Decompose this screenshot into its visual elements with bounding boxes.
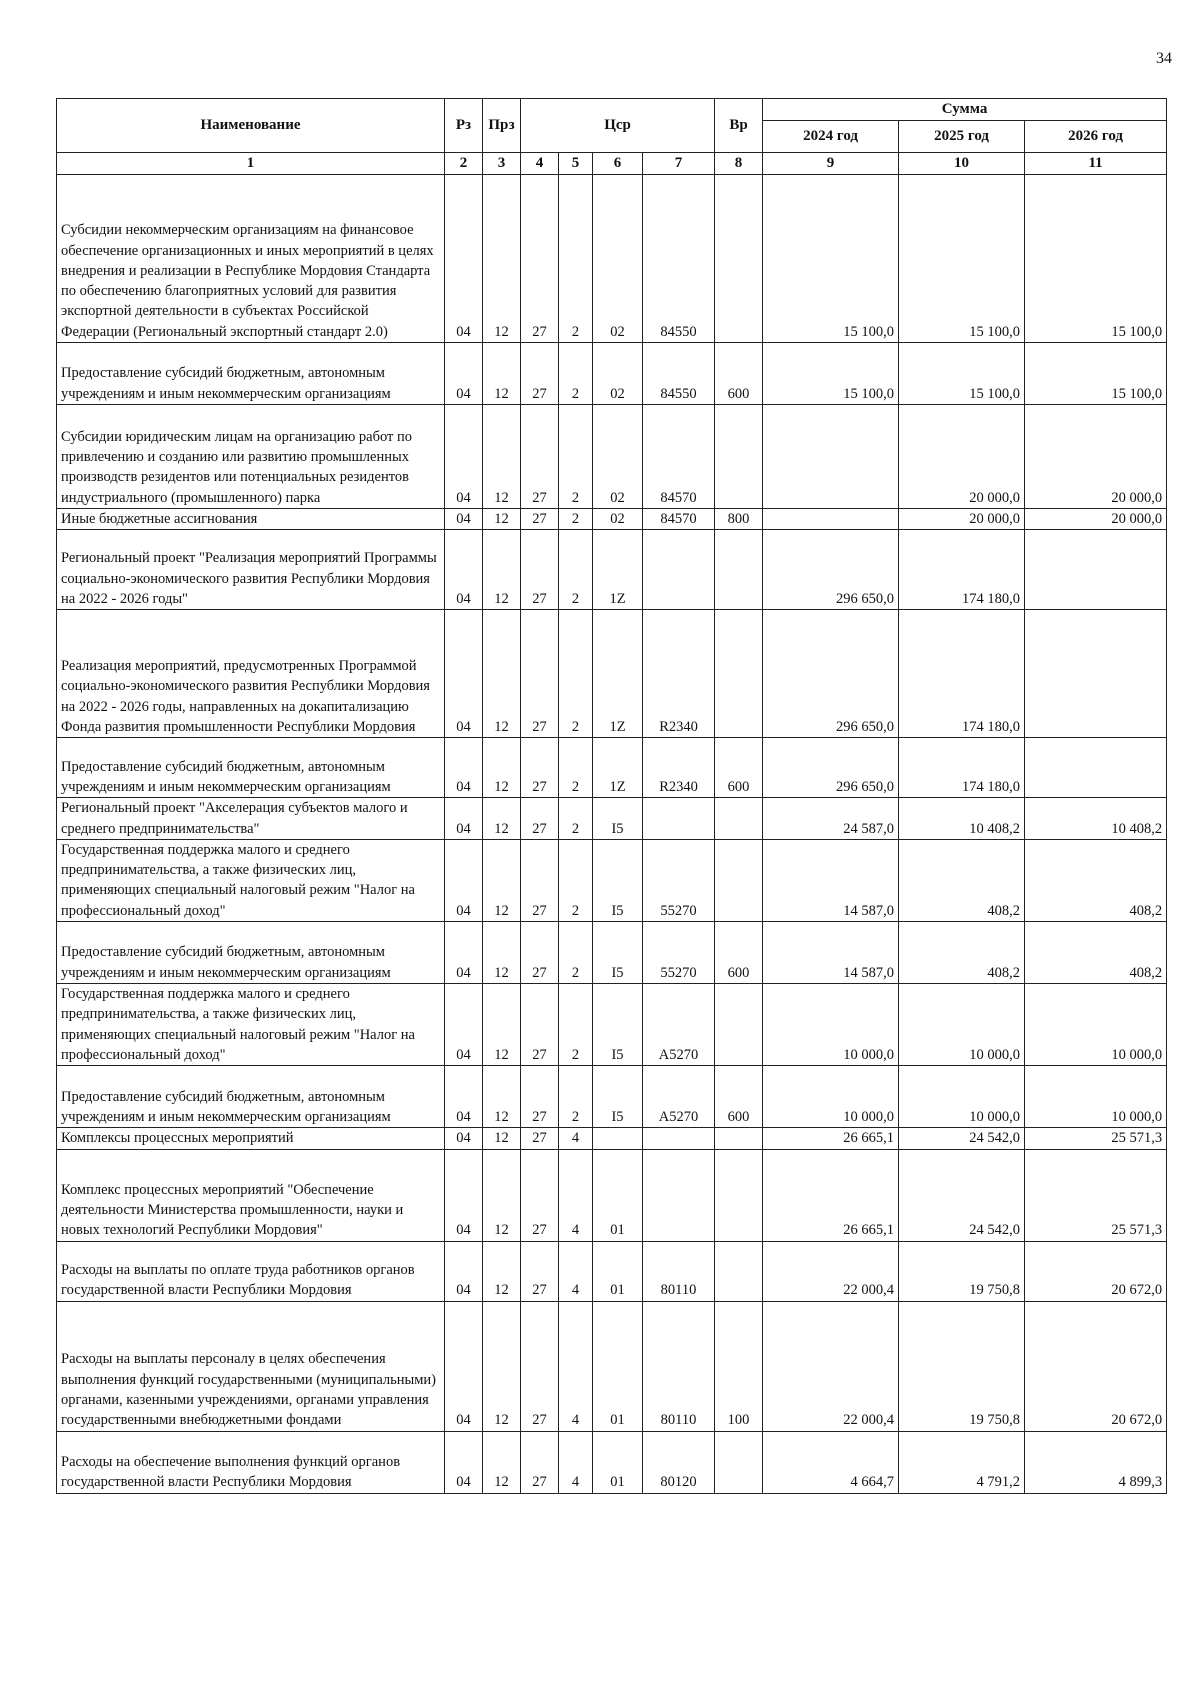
row-csr-1: 27 (521, 1301, 559, 1431)
row-sum-2026: 10 000,0 (1025, 1066, 1167, 1128)
row-csr-1: 27 (521, 1431, 559, 1493)
row-csr-1: 27 (521, 738, 559, 798)
row-csr-3: I5 (593, 984, 643, 1066)
row-vr (715, 1128, 763, 1149)
row-rz: 04 (445, 738, 483, 798)
col-number: 1 (57, 153, 445, 175)
row-sum-2026: 20 000,0 (1025, 509, 1167, 530)
row-csr-2: 2 (559, 509, 593, 530)
table-row (57, 1301, 1167, 1431)
row-csr-1: 27 (521, 984, 559, 1066)
row-csr-3: I5 (593, 798, 643, 840)
row-rz: 04 (445, 1128, 483, 1149)
row-csr-3: 01 (593, 1431, 643, 1493)
col-number: 3 (483, 153, 521, 175)
row-sum-2024: 4 664,7 (763, 1431, 899, 1493)
row-csr-4: 80110 (643, 1241, 715, 1301)
row-name: Расходы на выплаты персоналу в целях обеспечения выполнения функций государственными (муниципальными) органами, казенными учреждениями, органами управления государственными внебюджетными фондами (57, 1301, 445, 1431)
row-name: Расходы на выплаты по оплате труда работников органов государственной власти Республики Мордовия (57, 1241, 445, 1301)
row-csr-1: 27 (521, 922, 559, 984)
row-sum-2024: 22 000,4 (763, 1301, 899, 1431)
table-row (57, 530, 1167, 610)
row-name: Субсидии юридическим лицам на организацию работ по привлечению и созданию или развитию промышленных производств резидентов или потенциальных резидентов индустриального (промышленного) парка (57, 405, 445, 509)
row-vr: 800 (715, 509, 763, 530)
row-sum-2024: 15 100,0 (763, 175, 899, 343)
row-prz: 12 (483, 738, 521, 798)
row-sum-2026: 20 000,0 (1025, 405, 1167, 509)
row-csr-3: 02 (593, 405, 643, 509)
row-csr-2: 4 (559, 1431, 593, 1493)
row-csr-4: A5270 (643, 984, 715, 1066)
row-csr-3: I5 (593, 922, 643, 984)
row-name: Государственная поддержка малого и среднего предпринимательства, а также физических лиц, применяющих специальный налоговый режим "Налог на профессиональный доход" (57, 839, 445, 921)
row-vr (715, 839, 763, 921)
row-csr-1: 27 (521, 1128, 559, 1149)
row-rz: 04 (445, 175, 483, 343)
row-vr: 600 (715, 343, 763, 405)
row-csr-3: 02 (593, 175, 643, 343)
row-vr (715, 530, 763, 610)
row-csr-3: 1Z (593, 610, 643, 738)
row-prz: 12 (483, 1301, 521, 1431)
row-rz: 04 (445, 1241, 483, 1301)
row-name: Предоставление субсидий бюджетным, автономным учреждениям и иным некоммерческим организациям (57, 343, 445, 405)
row-name: Реализация мероприятий, предусмотренных Программой социально-экономического развития Республики Мордовия на 2022 - 2026 годы, направленных на докапитализацию Фонда развития промышленности Республики Мордовия (57, 610, 445, 738)
row-name: Иные бюджетные ассигнования (57, 509, 445, 530)
row-sum-2024 (763, 509, 899, 530)
row-sum-2026: 10 408,2 (1025, 798, 1167, 840)
row-csr-2: 4 (559, 1241, 593, 1301)
row-csr-1: 27 (521, 610, 559, 738)
row-vr (715, 1431, 763, 1493)
row-csr-4 (643, 798, 715, 840)
row-csr-2: 2 (559, 610, 593, 738)
row-sum-2024: 22 000,4 (763, 1241, 899, 1301)
row-prz: 12 (483, 405, 521, 509)
row-sum-2026: 20 672,0 (1025, 1241, 1167, 1301)
row-rz: 04 (445, 343, 483, 405)
row-prz: 12 (483, 509, 521, 530)
row-csr-2: 2 (559, 343, 593, 405)
row-csr-2: 2 (559, 1066, 593, 1128)
table-row (57, 922, 1167, 984)
row-sum-2026: 25 571,3 (1025, 1128, 1167, 1149)
row-vr (715, 1149, 763, 1241)
row-sum-2025: 24 542,0 (899, 1149, 1025, 1241)
row-csr-3: I5 (593, 1066, 643, 1128)
row-sum-2025: 408,2 (899, 839, 1025, 921)
row-vr (715, 1241, 763, 1301)
table-row (57, 1431, 1167, 1493)
row-prz: 12 (483, 798, 521, 840)
row-sum-2024: 296 650,0 (763, 530, 899, 610)
col-number: 6 (593, 153, 643, 175)
row-vr: 600 (715, 922, 763, 984)
row-vr (715, 984, 763, 1066)
row-csr-4: R2340 (643, 610, 715, 738)
table-row (57, 1241, 1167, 1301)
row-sum-2025: 19 750,8 (899, 1241, 1025, 1301)
row-csr-3: 01 (593, 1149, 643, 1241)
row-sum-2026: 15 100,0 (1025, 175, 1167, 343)
row-name: Государственная поддержка малого и среднего предпринимательства, а также физических лиц, применяющих специальный налоговый режим "Налог на профессиональный доход" (57, 984, 445, 1066)
table-row (57, 738, 1167, 798)
row-sum-2025: 4 791,2 (899, 1431, 1025, 1493)
row-csr-2: 2 (559, 839, 593, 921)
col-number: 5 (559, 153, 593, 175)
row-csr-4: 55270 (643, 839, 715, 921)
row-sum-2025: 15 100,0 (899, 175, 1025, 343)
row-rz: 04 (445, 1431, 483, 1493)
row-sum-2025: 19 750,8 (899, 1301, 1025, 1431)
row-sum-2026: 4 899,3 (1025, 1431, 1167, 1493)
table-row (57, 839, 1167, 921)
row-rz: 04 (445, 1301, 483, 1431)
row-csr-2: 4 (559, 1149, 593, 1241)
row-csr-4: R2340 (643, 738, 715, 798)
col-number: 7 (643, 153, 715, 175)
row-csr-4 (643, 530, 715, 610)
row-vr (715, 798, 763, 840)
header-rz: Рз (445, 99, 483, 153)
row-csr-3: 1Z (593, 530, 643, 610)
row-csr-4: 80120 (643, 1431, 715, 1493)
row-name: Расходы на обеспечение выполнения функций органов государственной власти Республики Мордовия (57, 1431, 445, 1493)
row-csr-4: 84550 (643, 343, 715, 405)
row-csr-1: 27 (521, 1066, 559, 1128)
column-number-row (57, 153, 1167, 175)
header-2024: 2024 год (763, 121, 899, 153)
row-csr-1: 27 (521, 509, 559, 530)
col-number: 2 (445, 153, 483, 175)
row-sum-2025: 408,2 (899, 922, 1025, 984)
row-csr-1: 27 (521, 1149, 559, 1241)
row-sum-2025: 20 000,0 (899, 509, 1025, 530)
row-sum-2025: 174 180,0 (899, 530, 1025, 610)
row-csr-1: 27 (521, 405, 559, 509)
row-rz: 04 (445, 1149, 483, 1241)
col-number: 4 (521, 153, 559, 175)
row-prz: 12 (483, 343, 521, 405)
row-csr-1: 27 (521, 530, 559, 610)
row-sum-2024: 10 000,0 (763, 1066, 899, 1128)
row-rz: 04 (445, 839, 483, 921)
row-sum-2026 (1025, 738, 1167, 798)
row-csr-1: 27 (521, 798, 559, 840)
col-number: 8 (715, 153, 763, 175)
row-vr (715, 175, 763, 343)
row-sum-2024: 24 587,0 (763, 798, 899, 840)
row-csr-3 (593, 1128, 643, 1149)
header-2026: 2026 год (1025, 121, 1167, 153)
row-csr-1: 27 (521, 1241, 559, 1301)
row-csr-2: 2 (559, 175, 593, 343)
table-row (57, 1149, 1167, 1241)
row-sum-2024: 15 100,0 (763, 343, 899, 405)
row-sum-2026 (1025, 530, 1167, 610)
table-row (57, 984, 1167, 1066)
row-rz: 04 (445, 984, 483, 1066)
row-prz: 12 (483, 610, 521, 738)
row-sum-2026 (1025, 610, 1167, 738)
row-prz: 12 (483, 1241, 521, 1301)
row-rz: 04 (445, 405, 483, 509)
col-number: 11 (1025, 153, 1167, 175)
row-name: Предоставление субсидий бюджетным, автономным учреждениям и иным некоммерческим организациям (57, 922, 445, 984)
table-row (57, 343, 1167, 405)
budget-table (56, 98, 1167, 1494)
row-rz: 04 (445, 922, 483, 984)
row-vr (715, 610, 763, 738)
row-name: Региональный проект "Акселерация субъектов малого и среднего предпринимательства" (57, 798, 445, 840)
row-csr-2: 4 (559, 1128, 593, 1149)
row-name: Предоставление субсидий бюджетным, автономным учреждениям и иным некоммерческим организациям (57, 1066, 445, 1128)
row-sum-2024: 296 650,0 (763, 610, 899, 738)
row-name: Региональный проект "Реализация мероприятий Программы социально-экономического развития Республики Мордовия на 2022 - 2026 годы" (57, 530, 445, 610)
row-sum-2026: 20 672,0 (1025, 1301, 1167, 1431)
table-row (57, 798, 1167, 840)
row-sum-2024: 14 587,0 (763, 922, 899, 984)
header-vr: Вр (715, 99, 763, 153)
row-sum-2024: 26 665,1 (763, 1128, 899, 1149)
header-sum: Сумма (763, 99, 1167, 121)
row-sum-2025: 174 180,0 (899, 610, 1025, 738)
row-prz: 12 (483, 175, 521, 343)
row-csr-2: 2 (559, 738, 593, 798)
table-row (57, 175, 1167, 343)
row-vr: 100 (715, 1301, 763, 1431)
table-row (57, 1128, 1167, 1149)
row-csr-3: I5 (593, 839, 643, 921)
row-sum-2024: 26 665,1 (763, 1149, 899, 1241)
row-prz: 12 (483, 984, 521, 1066)
row-csr-2: 2 (559, 922, 593, 984)
row-sum-2025: 174 180,0 (899, 738, 1025, 798)
row-sum-2026: 10 000,0 (1025, 984, 1167, 1066)
row-prz: 12 (483, 1149, 521, 1241)
header-prz: Прз (483, 99, 521, 153)
row-vr (715, 405, 763, 509)
row-sum-2025: 15 100,0 (899, 343, 1025, 405)
row-prz: 12 (483, 839, 521, 921)
row-rz: 04 (445, 610, 483, 738)
row-vr: 600 (715, 738, 763, 798)
row-sum-2024 (763, 405, 899, 509)
row-csr-2: 2 (559, 798, 593, 840)
row-sum-2025: 10 000,0 (899, 1066, 1025, 1128)
row-name: Предоставление субсидий бюджетным, автономным учреждениям и иным некоммерческим организациям (57, 738, 445, 798)
table-row (57, 1066, 1167, 1128)
row-csr-3: 1Z (593, 738, 643, 798)
row-sum-2024: 296 650,0 (763, 738, 899, 798)
row-sum-2025: 10 408,2 (899, 798, 1025, 840)
row-sum-2025: 20 000,0 (899, 405, 1025, 509)
row-csr-4: 84570 (643, 405, 715, 509)
row-rz: 04 (445, 1066, 483, 1128)
row-sum-2024: 10 000,0 (763, 984, 899, 1066)
row-csr-1: 27 (521, 175, 559, 343)
row-csr-1: 27 (521, 839, 559, 921)
table-row (57, 509, 1167, 530)
row-csr-4: 80110 (643, 1301, 715, 1431)
row-csr-3: 02 (593, 509, 643, 530)
row-csr-1: 27 (521, 343, 559, 405)
row-sum-2025: 24 542,0 (899, 1128, 1025, 1149)
row-name: Субсидии некоммерческим организациям на финансовое обеспечение организационных и иных мероприятий в целях внедрения и реализации в Республике Мордовия Стандарта по обеспечению благоприятных условий для развития экспортной деятельности в субъектах Российской Федерации (Региональный экспортный стандарт 2.0) (57, 175, 445, 343)
col-number: 9 (763, 153, 899, 175)
row-vr: 600 (715, 1066, 763, 1128)
row-csr-4 (643, 1128, 715, 1149)
row-name: Комплекс процессных мероприятий "Обеспечение деятельности Министерства промышленности, науки и новых технологий Республики Мордовия" (57, 1149, 445, 1241)
row-prz: 12 (483, 1066, 521, 1128)
row-rz: 04 (445, 798, 483, 840)
row-sum-2026: 408,2 (1025, 922, 1167, 984)
row-csr-2: 2 (559, 984, 593, 1066)
row-sum-2026: 25 571,3 (1025, 1149, 1167, 1241)
row-sum-2026: 408,2 (1025, 839, 1167, 921)
row-sum-2024: 14 587,0 (763, 839, 899, 921)
row-csr-4 (643, 1149, 715, 1241)
row-csr-4: 84550 (643, 175, 715, 343)
row-rz: 04 (445, 509, 483, 530)
row-csr-4: 84570 (643, 509, 715, 530)
header-name: Наименование (57, 99, 445, 153)
row-prz: 12 (483, 1128, 521, 1149)
col-number: 10 (899, 153, 1025, 175)
row-csr-4: 55270 (643, 922, 715, 984)
row-csr-2: 2 (559, 530, 593, 610)
row-name: Комплексы процессных мероприятий (57, 1128, 445, 1149)
row-prz: 12 (483, 530, 521, 610)
table-row (57, 405, 1167, 509)
row-rz: 04 (445, 530, 483, 610)
table-row (57, 610, 1167, 738)
row-csr-2: 2 (559, 405, 593, 509)
row-csr-4: A5270 (643, 1066, 715, 1128)
row-sum-2026: 15 100,0 (1025, 343, 1167, 405)
page-number: 34 (1156, 50, 1172, 67)
row-csr-3: 02 (593, 343, 643, 405)
row-csr-2: 4 (559, 1301, 593, 1431)
header-csr: Цср (521, 99, 715, 153)
row-prz: 12 (483, 1431, 521, 1493)
row-csr-3: 01 (593, 1241, 643, 1301)
row-sum-2025: 10 000,0 (899, 984, 1025, 1066)
row-prz: 12 (483, 922, 521, 984)
row-csr-3: 01 (593, 1301, 643, 1431)
header-2025: 2025 год (899, 121, 1025, 153)
